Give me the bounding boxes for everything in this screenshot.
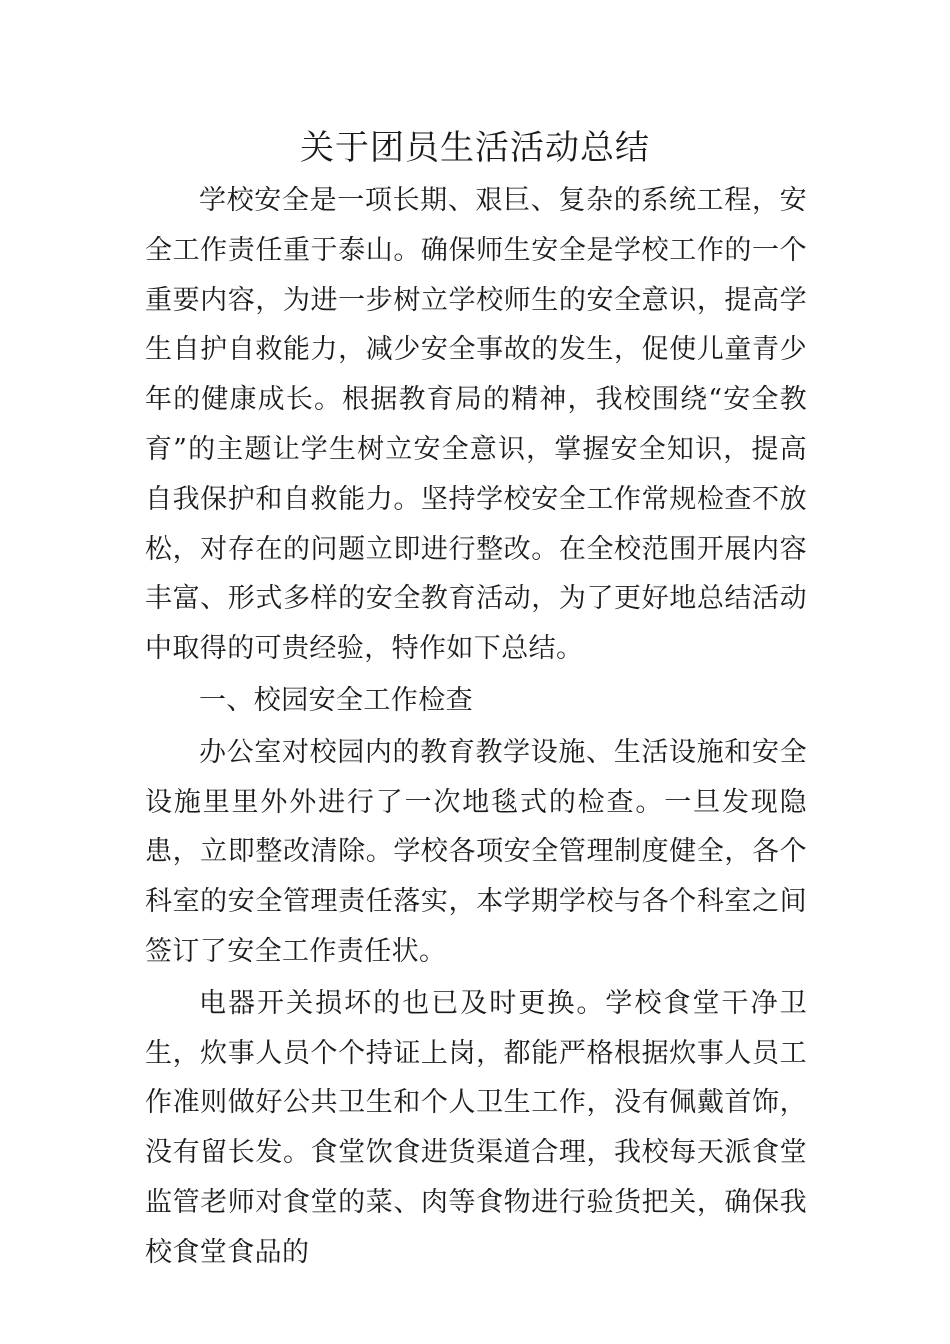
paragraph-intro: 学校安全是一项长期、艰巨、复杂的系统工程，安全工作责任重于泰山。确保师生安全是学校工作的一个重要内容，为进一步树立学校师生的安全意识，提高学生自护自救能力，减少安全事故的发生，促使儿童青少年的健康成长。根据教育局的精神，我校围绕“安全教育”的主题让学生树立安全意识，掌握安全知识，提高自我保护和自救能力。坚持学校安全工作常规检查不放松，对存在的问题立即进行整改。在全校范围开展内容丰富、形式多样的安全教育活动，为了更好地总结活动中取得的可贵经验，特作如下总结。	[145, 185, 807, 665]
section-heading-campus-safety-inspection: 一、校园安全工作检查	[199, 684, 473, 716]
paragraph-canteen-hygiene: 电器开关损坏的也已及时更换。学校食堂干净卫生，炊事人员个个持证上岗，都能严格根据炊事人员工作准则做好公共卫生和个人卫生工作，没有佩戴首饰，没有留长发。食堂饮食进货渠道合理，我校每天派食堂监管老师对食堂的菜、肉等食物进行验货把关，确保我校食堂食品的	[145, 987, 807, 1268]
document-title: 关于团员生活活动总结	[300, 128, 650, 168]
document-body	[145, 176, 807, 1278]
paragraph-office-inspection: 办公室对校园内的教育教学设施、生活设施和安全设施里里外外进行了一次地毯式的检查。一旦发现隐患，立即整改清除。学校各项安全管理制度健全，各个科室的安全管理责任落实，本学期学校与各个科室之间签订了安全工作责任状。	[145, 736, 807, 967]
